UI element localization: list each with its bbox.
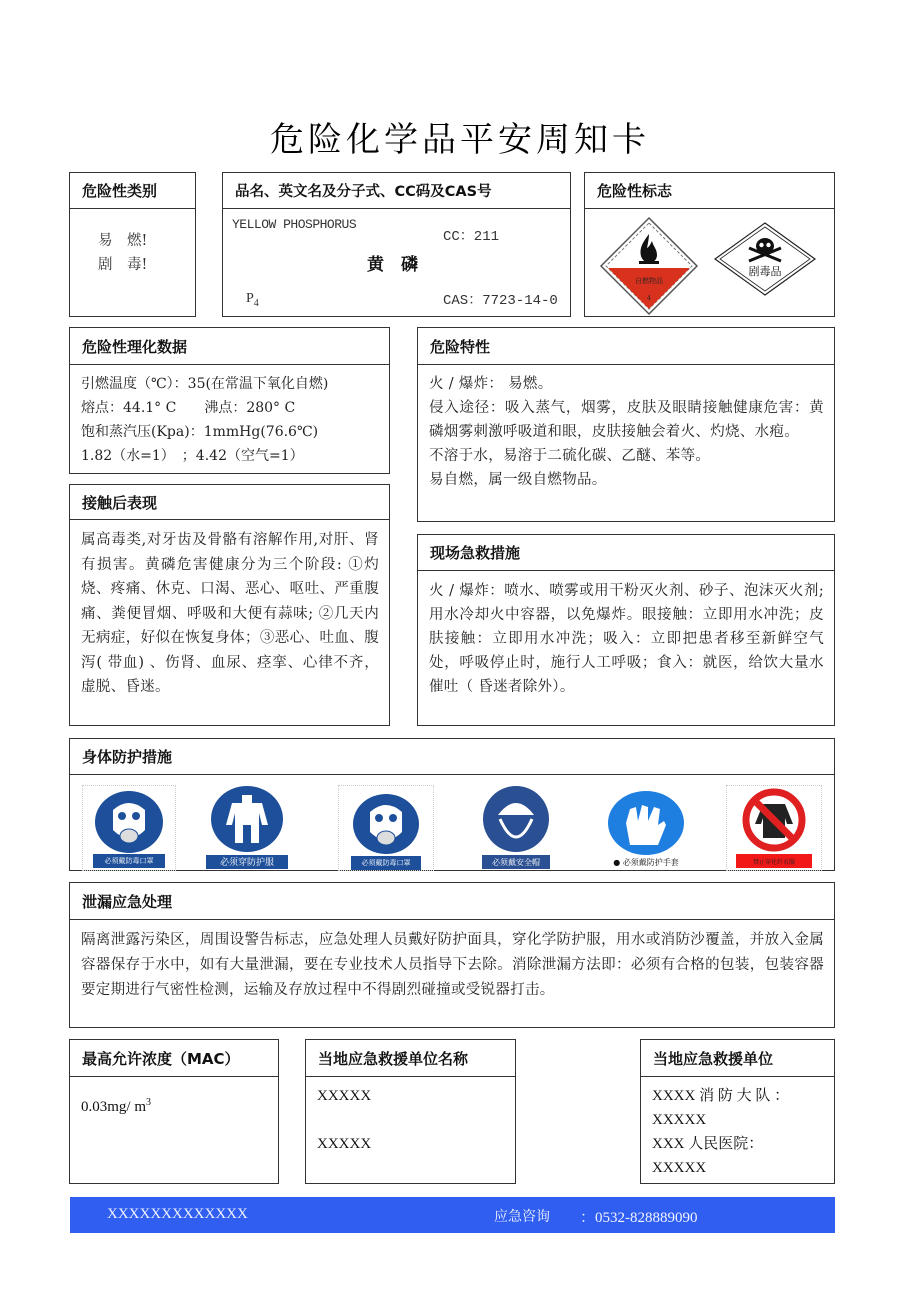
hotline-number: ：0532-828889090 — [580, 1210, 698, 1226]
spill-panel — [69, 882, 835, 1028]
hazard-signs-header: 危险性标志 — [585, 173, 834, 209]
ignition-temp: 引燃温度（℃）：35(在常温下氧化自燃) — [81, 376, 329, 392]
skull-crossbones-diamond-icon — [713, 221, 817, 297]
hazard-class-panel — [69, 172, 196, 317]
hazard-class-flammable: 易 燃! — [98, 233, 148, 249]
protection-panel — [69, 738, 835, 871]
fire-explosion-line: 火 / 爆炸： 易燃。 — [429, 376, 553, 392]
chinese-name: 黄 磷 — [367, 255, 418, 275]
ppe-no-chemical-fiber — [726, 785, 822, 871]
hazard-properties-header: 危险特性 — [418, 328, 834, 365]
svg-text:必须戴防毒口罩: 必须戴防毒口罩 — [104, 857, 154, 865]
protective-suit-icon — [202, 785, 292, 869]
mac-panel — [69, 1039, 279, 1184]
identity-header: 品名、英文名及分子式、CC码及CAS号 — [223, 173, 570, 209]
gas-mask-icon — [83, 786, 175, 870]
hotline-label: 应急咨询 — [494, 1209, 550, 1225]
spill-header: 泄漏应急处理 — [70, 883, 834, 920]
physchem-panel — [69, 327, 390, 474]
fire-brigade-line: XXXX 消 防 大 队 ： — [652, 1088, 790, 1104]
mac-header: 最高允许浓度（MAC） — [70, 1040, 278, 1077]
svg-text:必须戴安全帽: 必须戴安全帽 — [492, 858, 540, 867]
melting-boiling-point: 熔点：44.1° C 沸点：280° C — [81, 400, 296, 416]
mac-value: 0.03mg/ $m^3$ — [81, 1097, 152, 1115]
gas-mask-icon — [339, 786, 433, 870]
protective-gloves-icon — [600, 785, 688, 869]
svg-text:● 必须戴防护手套: ● 必须戴防护手套 — [613, 858, 679, 867]
first-aid-header: 现场急救措施 — [418, 535, 834, 571]
hazard-class-toxic: 剧 毒! — [98, 257, 148, 273]
vapor-pressure: 饱和蒸汽压(Kpa)：1mmHg(76.6℃) — [81, 424, 319, 440]
cc-code: CC：211 — [443, 229, 500, 245]
rescue-name-2: XXXXX — [317, 1136, 372, 1152]
hospital-phone: XXXXX — [652, 1160, 707, 1176]
self-ignition-line: 易自燃，属一级自燃物品。 — [429, 472, 607, 488]
molecular-formula: $P_4$ — [246, 291, 259, 309]
cas-number: CAS：7723-14-0 — [443, 293, 558, 309]
rescue-units-header: 当地应急救援单位 — [641, 1040, 834, 1077]
ppe-gas-mask-1 — [82, 785, 176, 871]
svg-text:必须穿防护服: 必须穿防护服 — [219, 858, 275, 868]
exposure-symptoms-panel — [69, 484, 390, 726]
footer-bar — [70, 1197, 835, 1233]
exposure-route-line: 侵入途径：吸入蒸气，烟雾，皮肤及眼睛接触健康危害：黄磷烟雾刺激呼吸道和眼，皮肤接触会着火、灼烧、水疱。 — [429, 400, 824, 440]
identity-panel — [222, 172, 571, 317]
ppe-gas-mask-2 — [338, 785, 434, 871]
english-name: YELLOW PHOSPHORUS — [232, 217, 357, 232]
exposure-symptoms-text: 属高毒类,对牙齿及骨骼有溶解作用,对肝、肾有损害。黄磷危害健康分为三个阶段: ①灼烧、疼痛、休克、口渴、恶心、呕吐、严重腹痛、粪便冒烟、呼吸和大便有蒜味; ②几天内无病症，好似在恢复身体；③恶心、吐血、腹泻( 带血) 、伤肾、血尿、痉挛、心律不齐，虚脱、昏迷。 — [81, 532, 379, 695]
rescue-name-1: XXXXX — [317, 1088, 372, 1104]
ppe-protective-suit — [202, 785, 292, 869]
protection-header: 身体防护措施 — [70, 739, 834, 775]
no-chemical-fiber-clothing-icon — [727, 786, 821, 870]
page-title: 危险化学品平安周知卡 — [270, 120, 650, 160]
svg-text:4: 4 — [647, 295, 651, 302]
svg-text:禁止穿化纤衣服: 禁止穿化纤衣服 — [752, 859, 796, 866]
rescue-units-panel — [640, 1039, 835, 1184]
ppe-protective-gloves — [600, 785, 688, 869]
first-aid-panel — [417, 534, 835, 726]
spill-text: 隔离泄露污染区，周围设警告标志，应急处理人员戴好防护面具，穿化学防护服，用水或消防沙覆盖，并放入金属容器保存于水中，如有大量泄漏，要在专业技术人员指导下去除。消除泄漏方法即：必须有合格的包装，包装容器要定期进行气密性检测，运输及存放过程中不得剧烈碰撞或受锐器打击。 — [81, 932, 824, 998]
svg-text:剧毒品: 剧毒品 — [748, 265, 782, 278]
first-aid-text: 火 / 爆炸：喷水、喷雾或用干粉灭火剂、砂子、泡沫灭火剂; 用水冷却火中容器，以免爆炸。眼接触：立即用水冲洗；皮肤接触：立即用水冲洗；吸入：立即把患者移至新鲜空气处，呼吸停止时，施行人工呼吸；食入：就医，给饮大量水催吐（ 昏迷者除外）。 — [429, 583, 824, 695]
spontaneous-combustion-diamond-icon — [599, 216, 699, 316]
rescue-names-header: 当地应急救援单位名称 — [306, 1040, 515, 1077]
hazard-class-header: 危险性类别 — [70, 173, 195, 209]
svg-text:自燃物品: 自燃物品 — [635, 277, 663, 285]
hazard-signs-panel — [584, 172, 835, 317]
ppe-safety-helmet — [478, 785, 554, 869]
hazard-properties-panel — [417, 327, 835, 522]
rescue-names-panel — [305, 1039, 516, 1184]
solubility-line: 不溶于水，易溶于二硫化碳、乙醚、苯等。 — [429, 448, 711, 464]
relative-density: 1.82（水=1） ；4.42（空气=1） — [81, 448, 304, 464]
physchem-header: 危险性理化数据 — [70, 328, 389, 365]
exposure-symptoms-header: 接触后表现 — [70, 485, 389, 520]
hospital-line: XXX 人民医院： — [652, 1136, 764, 1152]
safety-helmet-icon — [478, 785, 554, 869]
footer-company: XXXXXXXXXXXXX — [107, 1206, 248, 1222]
svg-text:必须戴防毒口罩: 必须戴防毒口罩 — [361, 859, 411, 867]
fire-brigade-phone: XXXXX — [652, 1112, 707, 1128]
